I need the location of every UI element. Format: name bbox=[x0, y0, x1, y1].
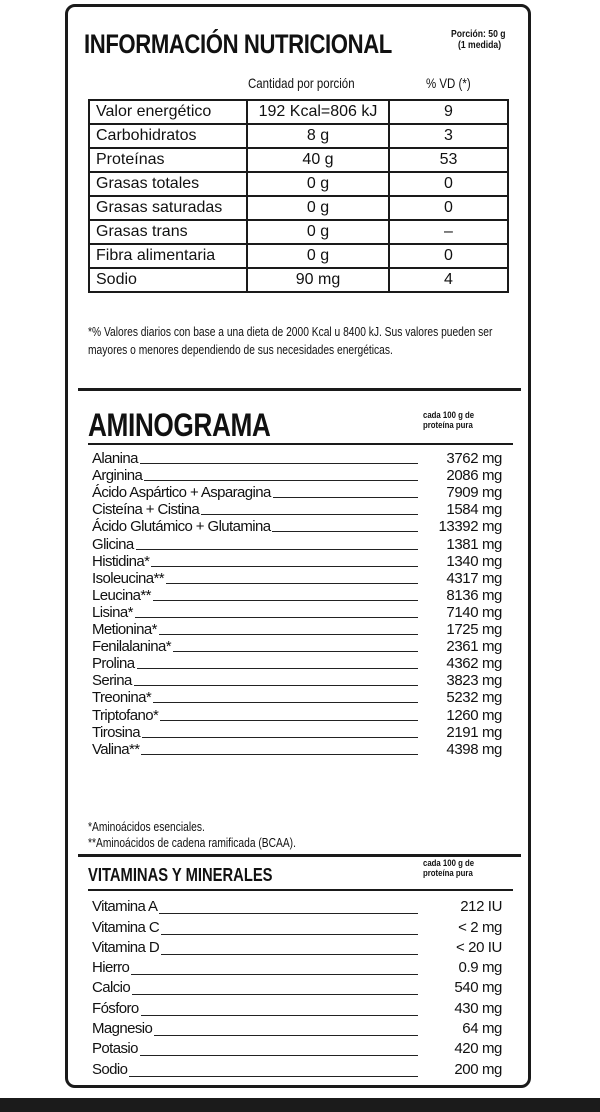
vitamin-row-name: Sodio bbox=[92, 1060, 128, 1078]
amino-row-name: Prolina bbox=[92, 655, 135, 673]
daily-values-footnote: *% Valores diarios con base a una dieta de 2000 Kcal u 8400 kJ. Sus valores pueden ser mayores o menores dependiendo de sus necesidades energéticas. bbox=[88, 325, 493, 357]
nutrient-name: Carbohidratos bbox=[89, 124, 247, 148]
vitamin-row-value: 0.9 mg bbox=[458, 959, 502, 977]
amino-row-value: 1381 mg bbox=[446, 535, 502, 553]
nutrition-table bbox=[88, 99, 509, 293]
nutrition-row bbox=[89, 100, 508, 124]
nutrient-amount: 192 Kcal=806 kJ bbox=[247, 100, 389, 124]
leader-line bbox=[159, 633, 418, 635]
amino-row-name: Fenilalanina* bbox=[92, 638, 171, 656]
vitamin-row-value: < 20 IU bbox=[456, 938, 502, 956]
amino-row bbox=[92, 535, 502, 552]
amino-row bbox=[92, 706, 502, 723]
amino-row bbox=[92, 587, 502, 604]
leader-line bbox=[272, 530, 418, 532]
nutrition-row bbox=[89, 244, 508, 268]
vitamin-row-value: 540 mg bbox=[454, 979, 502, 997]
leader-line bbox=[141, 1014, 418, 1016]
note-essential: *Aminoácidos esenciales. bbox=[88, 820, 205, 834]
amino-row-value: 1584 mg bbox=[446, 501, 502, 519]
amino-row bbox=[92, 570, 502, 587]
nutrient-vd: – bbox=[389, 220, 508, 244]
amino-row-value: 3762 mg bbox=[446, 450, 502, 468]
leader-line bbox=[137, 667, 419, 669]
vitamin-row-name: Vitamina A bbox=[92, 898, 158, 916]
col-header-vd: % VD (*) bbox=[426, 75, 471, 91]
leader-line bbox=[161, 933, 418, 935]
leader-line bbox=[135, 616, 418, 618]
amino-row-name: Triptofano* bbox=[92, 706, 159, 724]
amino-row bbox=[92, 621, 502, 638]
amino-row bbox=[92, 553, 502, 570]
leader-line bbox=[151, 565, 418, 567]
amino-row bbox=[92, 741, 502, 758]
nutrient-vd: 0 bbox=[389, 196, 508, 220]
amino-row-name: Valina** bbox=[92, 740, 140, 758]
vitamin-row-name: Hierro bbox=[92, 959, 130, 977]
vitamin-row-value: 64 mg bbox=[462, 1020, 502, 1038]
amino-row-value: 5232 mg bbox=[446, 689, 502, 707]
note-bcaa: **Aminoácidos de cadena ramificada (BCAA). bbox=[88, 836, 296, 850]
nutrient-name: Valor energético bbox=[89, 100, 247, 124]
vitamin-row-value: 200 mg bbox=[454, 1060, 502, 1078]
vitamin-row-name: Fósforo bbox=[92, 999, 139, 1017]
leader-line bbox=[201, 513, 418, 515]
leader-line bbox=[273, 496, 418, 498]
nutrient-vd: 3 bbox=[389, 124, 508, 148]
amino-row bbox=[92, 450, 502, 467]
leader-line bbox=[140, 462, 418, 464]
leader-line bbox=[140, 1054, 418, 1056]
nutrient-amount: 40 g bbox=[247, 148, 389, 172]
nutrient-name: Fibra alimentaria bbox=[89, 244, 247, 268]
amino-row-name: Metionina* bbox=[92, 621, 157, 639]
amino-row-name: Alanina bbox=[92, 450, 138, 468]
vitamin-row-name: Vitamina C bbox=[92, 918, 160, 936]
vitamin-row bbox=[92, 897, 502, 917]
amino-row-value: 8136 mg bbox=[446, 586, 502, 604]
vitamin-row-name: Calcio bbox=[92, 979, 131, 997]
leader-line bbox=[153, 701, 418, 703]
nutrition-title: INFORMACIÓN NUTRICIONAL bbox=[84, 29, 392, 59]
leader-line bbox=[136, 548, 418, 550]
nutrient-amount: 90 mg bbox=[247, 268, 389, 292]
vitamin-row bbox=[92, 998, 502, 1018]
vitamin-row bbox=[92, 978, 502, 998]
amino-row-value: 7140 mg bbox=[446, 603, 502, 621]
amino-row bbox=[92, 518, 502, 535]
amino-row bbox=[92, 672, 502, 689]
nutrient-amount: 8 g bbox=[247, 124, 389, 148]
vitamin-row-value: 430 mg bbox=[454, 999, 502, 1017]
nutrient-vd: 9 bbox=[389, 100, 508, 124]
amino-row-name: Histidina* bbox=[92, 552, 150, 570]
leader-line bbox=[134, 684, 418, 686]
amino-row-name: Isoleucina** bbox=[92, 569, 165, 587]
amino-row-name: Treonina* bbox=[92, 689, 152, 707]
nutrient-name: Proteínas bbox=[89, 148, 247, 172]
amino-row-value: 2086 mg bbox=[446, 467, 502, 485]
col-header-quantity: Cantidad por porción bbox=[248, 75, 355, 91]
amino-row-value: 2191 mg bbox=[446, 723, 502, 741]
vitamin-row-value: 212 IU bbox=[460, 898, 502, 916]
nutrition-row bbox=[89, 148, 508, 172]
nutrient-vd: 0 bbox=[389, 172, 508, 196]
nutrient-name: Grasas saturadas bbox=[89, 196, 247, 220]
nutrient-vd: 0 bbox=[389, 244, 508, 268]
nutrition-row bbox=[89, 124, 508, 148]
leader-line bbox=[153, 599, 418, 601]
amino-row-name: Lisina* bbox=[92, 603, 133, 621]
leader-line bbox=[160, 719, 418, 721]
vitaminas-note: cada 100 g de proteína pura bbox=[423, 858, 475, 879]
section-divider bbox=[78, 854, 521, 857]
amino-row-value: 3823 mg bbox=[446, 672, 502, 690]
bottom-bar bbox=[0, 1098, 600, 1112]
nutrition-row bbox=[89, 196, 508, 220]
amino-row-value: 1260 mg bbox=[446, 706, 502, 724]
amino-row bbox=[92, 501, 502, 518]
nutrient-name: Sodio bbox=[89, 268, 247, 292]
amino-row bbox=[92, 638, 502, 655]
amino-row-value: 4317 mg bbox=[446, 569, 502, 587]
amino-row-value: 2361 mg bbox=[446, 638, 502, 656]
vitamin-row-value: 420 mg bbox=[454, 1040, 502, 1058]
vitaminas-title: VITAMINAS Y MINERALES bbox=[88, 865, 273, 885]
nutrient-amount: 0 g bbox=[247, 244, 389, 268]
amino-row-name: Ácido Glutámico + Glutamina bbox=[92, 518, 271, 536]
vitamin-row bbox=[92, 1059, 502, 1079]
vitamin-row-name: Vitamina D bbox=[92, 938, 160, 956]
amino-row-name: Glicina bbox=[92, 535, 134, 553]
vitaminas-list bbox=[92, 897, 502, 1080]
vitamin-row-value: < 2 mg bbox=[458, 918, 502, 936]
leader-line bbox=[132, 993, 418, 995]
aminograma-title: AMINOGRAMA bbox=[88, 407, 271, 443]
amino-row-name: Arginina bbox=[92, 467, 143, 485]
amino-row-name: Serina bbox=[92, 672, 132, 690]
vitamin-row bbox=[92, 1019, 502, 1039]
nutrient-name: Grasas trans bbox=[89, 220, 247, 244]
vitamin-row bbox=[92, 917, 502, 937]
leader-line bbox=[159, 912, 418, 914]
aminograma-list bbox=[92, 450, 502, 758]
nutrition-row bbox=[89, 220, 508, 244]
amino-row bbox=[92, 724, 502, 741]
amino-row bbox=[92, 655, 502, 672]
aminograma-note: cada 100 g de proteína pura bbox=[423, 410, 475, 431]
leader-line bbox=[166, 582, 418, 584]
leader-line bbox=[129, 1075, 418, 1077]
leader-line bbox=[142, 736, 418, 738]
amino-row-value: 7909 mg bbox=[446, 484, 502, 502]
nutrient-amount: 0 g bbox=[247, 220, 389, 244]
amino-row-value: 1340 mg bbox=[446, 552, 502, 570]
section-divider bbox=[78, 388, 521, 391]
amino-row-value: 13392 mg bbox=[438, 518, 502, 536]
nutrient-amount: 0 g bbox=[247, 196, 389, 220]
amino-row-name: Leucina** bbox=[92, 586, 151, 604]
amino-row bbox=[92, 689, 502, 706]
nutrition-row bbox=[89, 172, 508, 196]
vitamin-row bbox=[92, 938, 502, 958]
amino-row bbox=[92, 484, 502, 501]
nutrient-name: Grasas totales bbox=[89, 172, 247, 196]
nutrition-label-panel bbox=[65, 4, 531, 1088]
leader-line bbox=[173, 650, 418, 652]
leader-line bbox=[131, 973, 418, 975]
leader-line bbox=[141, 753, 418, 755]
amino-row-value: 4398 mg bbox=[446, 740, 502, 758]
vitamin-row bbox=[92, 958, 502, 978]
amino-notes bbox=[88, 819, 342, 851]
amino-row-name: Tirosina bbox=[92, 723, 140, 741]
portion-info: Porción: 50 g (1 medida) bbox=[450, 28, 506, 51]
amino-row-name: Cisteína + Cistina bbox=[92, 501, 200, 519]
leader-line bbox=[144, 479, 418, 481]
amino-row-value: 4362 mg bbox=[446, 655, 502, 673]
amino-row-value: 1725 mg bbox=[446, 621, 502, 639]
nutrition-row bbox=[89, 268, 508, 292]
nutrient-amount: 0 g bbox=[247, 172, 389, 196]
leader-line bbox=[154, 1034, 418, 1036]
amino-row bbox=[92, 467, 502, 484]
vitamin-row bbox=[92, 1039, 502, 1059]
amino-row bbox=[92, 604, 502, 621]
vitaminas-rule bbox=[88, 889, 513, 891]
nutrient-vd: 53 bbox=[389, 148, 508, 172]
nutrient-vd: 4 bbox=[389, 268, 508, 292]
vitamin-row-name: Potasio bbox=[92, 1040, 138, 1058]
amino-row-name: Ácido Aspártico + Asparagina bbox=[92, 484, 271, 502]
aminograma-rule bbox=[88, 443, 513, 445]
leader-line bbox=[161, 953, 418, 955]
vitamin-row-name: Magnesio bbox=[92, 1020, 153, 1038]
